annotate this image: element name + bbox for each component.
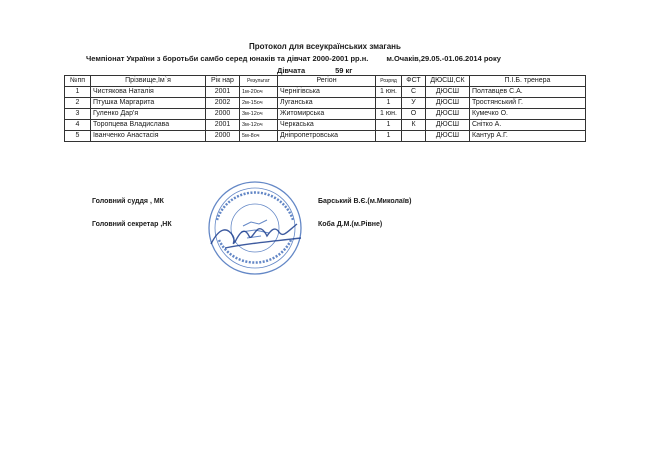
- cell-coach: Кантур А.Г.: [470, 131, 586, 142]
- cell-year: 2002: [206, 98, 240, 109]
- col-header-coach: П.І.Б. тренера: [470, 76, 586, 87]
- table-row: [65, 131, 586, 142]
- col-header-fst: ФСТ: [402, 76, 426, 87]
- championship-line: [86, 54, 501, 63]
- cell-school: ДЮСШ: [426, 109, 470, 120]
- cell-region: Луганська: [278, 98, 376, 109]
- col-header-rank: Розряд: [376, 76, 402, 87]
- cell-coach: Полтавцев С.А.: [470, 87, 586, 98]
- cell-coach: Снітко А.: [470, 120, 586, 131]
- cell-result: 3м-12оч: [240, 109, 278, 120]
- category-line: [277, 66, 352, 75]
- chief-secretary-name: Коба Д.М.(м.Рівне): [318, 221, 383, 228]
- cell-rank: 1: [376, 131, 402, 142]
- cell-fst: У: [402, 98, 426, 109]
- cell-school: ДЮСШ: [426, 131, 470, 142]
- cell-year: 2000: [206, 109, 240, 120]
- cell-fst: С: [402, 87, 426, 98]
- cell-result: 1м-20оч: [240, 87, 278, 98]
- chief-judge-label: Головний суддя , МК: [92, 198, 164, 205]
- cell-result: 5м-8оч: [240, 131, 278, 142]
- cell-num: 3: [65, 109, 91, 120]
- cell-result: 2м-15оч: [240, 98, 278, 109]
- cell-name: Іванченко Анастасія: [91, 131, 206, 142]
- cell-rank: 1 юн.: [376, 87, 402, 98]
- cell-rank: 1: [376, 120, 402, 131]
- cell-num: 1: [65, 87, 91, 98]
- cell-year: 2000: [206, 131, 240, 142]
- cell-school: ДЮСШ: [426, 120, 470, 131]
- cell-result: 3м-12оч: [240, 120, 278, 131]
- cell-rank: 1: [376, 98, 402, 109]
- cell-school: ДЮСШ: [426, 87, 470, 98]
- cell-num: 5: [65, 131, 91, 142]
- cell-region: Житомирська: [278, 109, 376, 120]
- venue-dates: м.Очаків,29.05.-01.06.2014 року: [386, 54, 501, 63]
- cell-coach: Кумечко О.: [470, 109, 586, 120]
- cell-name: Торопцева Владислава: [91, 120, 206, 131]
- cell-region: Чернігівська: [278, 87, 376, 98]
- col-header-result: Результат: [240, 76, 278, 87]
- cell-fst: К: [402, 120, 426, 131]
- col-header-name: Прізвище,Ім`я: [91, 76, 206, 87]
- weight-label: 59 кг: [335, 66, 353, 75]
- chief-judge-name: Барський В.Є.(м.Миколаїв): [318, 198, 412, 205]
- results-table: [64, 75, 586, 142]
- table-row: [65, 98, 586, 109]
- cell-region: Черкаська: [278, 120, 376, 131]
- col-header-school: ДЮСШ,СК: [426, 76, 470, 87]
- cell-name: Птушка Маргарита: [91, 98, 206, 109]
- cell-name: Чистякова Наталія: [91, 87, 206, 98]
- cell-name: Гуленко Дар'я: [91, 109, 206, 120]
- championship-name: Чемпіонат України з боротьби самбо серед юнаків та дівчат 2000-2001 рр.н.: [86, 54, 369, 63]
- table-row: [65, 109, 586, 120]
- table-row: [65, 87, 586, 98]
- col-header-year: Рік нар: [206, 76, 240, 87]
- cell-region: Дніпропетровська: [278, 131, 376, 142]
- cell-coach: Тростянський Г.: [470, 98, 586, 109]
- table-row: [65, 120, 586, 131]
- cell-num: 4: [65, 120, 91, 131]
- cell-school: ДЮСШ: [426, 98, 470, 109]
- table-header-row: [65, 76, 586, 87]
- cell-year: 2001: [206, 87, 240, 98]
- col-header-num: №пп: [65, 76, 91, 87]
- cell-fst: [402, 131, 426, 142]
- col-header-region: Регіон: [278, 76, 376, 87]
- cell-rank: 1 юн.: [376, 109, 402, 120]
- cell-num: 2: [65, 98, 91, 109]
- chief-secretary-label: Головний секретар ,НК: [92, 221, 172, 228]
- official-seal-icon: [205, 178, 305, 278]
- group-label: Дівчата: [277, 66, 306, 75]
- cell-fst: О: [402, 109, 426, 120]
- cell-year: 2001: [206, 120, 240, 131]
- protocol-title: Протокол для всеукраїнських змагань: [249, 42, 401, 51]
